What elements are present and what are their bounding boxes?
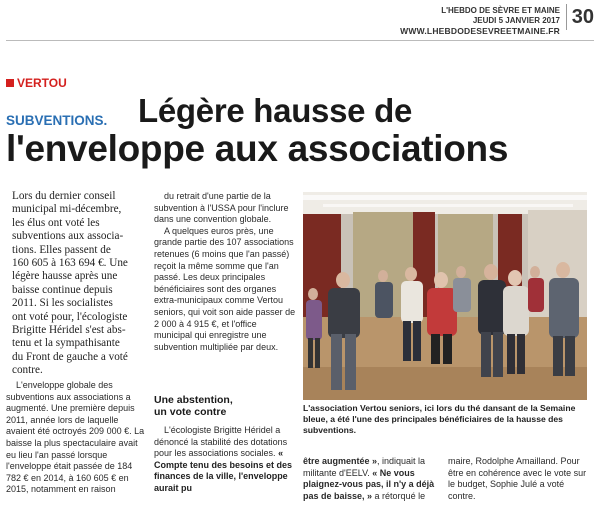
column-2-body	[154, 191, 296, 353]
headline-line-2: l'enveloppe aux associations	[6, 128, 509, 169]
lead-line: tenu et la sympathisante	[12, 337, 120, 350]
column-2-body-b	[154, 425, 296, 495]
publication-date: JEUDI 5 JANVIER 2017	[472, 16, 560, 25]
column-3-body	[303, 456, 443, 502]
lead-line: 2011. Si les socialistes	[12, 297, 113, 310]
lead-line: les élus ont voté les	[12, 216, 100, 229]
publication-name: L'HEBDO DE SÈVRE ET MAINE	[441, 6, 560, 15]
lead-line: municipal mi-décembre,	[12, 203, 122, 216]
photo-caption: L'association Vertou seniors, ici lors du thé dansant de la Semaine bleue, a été l'une des principales bénéficiaires de la hausse des subventions.	[303, 403, 576, 435]
quote-text: « Compte tenu des besoins et des finances de la ville, l'enveloppe aurait pu	[154, 448, 293, 493]
lead-line: baisse continue depuis	[12, 283, 113, 296]
headline-line-1: Légère hausse de	[138, 92, 412, 129]
body-text: L'écologiste Brigitte Héridel a dénoncé la stabilité des dotations pour les associations sociales.	[154, 425, 288, 459]
photo-illustration	[303, 192, 587, 400]
quote-text: être augmentée »	[303, 456, 378, 466]
lead-line: ont voté pour, l'écologiste	[12, 310, 128, 323]
article-photo	[303, 192, 587, 400]
masthead	[400, 6, 560, 36]
lead-line: du Front de gauche a voté	[12, 350, 128, 363]
body-text: , indiquait la militante d'EELV.	[303, 456, 426, 478]
column-4-body: maire, Rodolphe Amailland. Pour être en cohérence avec le vote sur le budget, Sophie Julé a voté contre.	[448, 456, 587, 501]
body-text: a rétorqué le	[372, 490, 426, 501]
lead-line: Lors du dernier conseil	[12, 190, 116, 202]
rubric-square-icon	[6, 79, 14, 87]
article-kicker: SUBVENTIONS.	[6, 113, 108, 128]
body-paragraph: du retrait d'une partie de la subvention à l'USSA pour l'inclure dans une convention globale.	[154, 191, 289, 225]
article-lead	[12, 190, 144, 378]
quote-text: « Ne vous plaignez-vous pas, il n'y a déjà pas de baisse, »	[303, 467, 435, 501]
body-paragraph: A quelques euros près, une grande partie des 107 associations retenues (6 moins que l'an passé) reçoit la même somme que l'an passé. Les deux principales bénéficiaires sont des organes extra-municipaux comme Vertou seniors, qui voit son aide passer de 2 000 à 4 915 €, et l'office municipal qui enregistre une subvention multipliée par deux.	[154, 225, 296, 352]
lead-line: contre.	[12, 364, 43, 377]
intertitle-line-2: un vote contre	[154, 406, 227, 418]
page-number: 30	[566, 4, 594, 30]
lead-line: tions. Elles passent de	[12, 243, 111, 256]
rubric-label: VERTOU	[17, 76, 67, 90]
publication-url[interactable]: WWW.LHEBDODESEVREETMAINE.FR	[400, 26, 560, 36]
section-rubric	[6, 76, 67, 90]
lead-line: Brigitte Héridel s'est abs-	[12, 324, 126, 337]
lead-line: 160 605 à 163 694 €. Une	[12, 257, 128, 270]
lead-line: légère hausse après une	[12, 270, 118, 283]
intertitle	[154, 394, 294, 418]
column-1-body: L'enveloppe globale des subventions aux associations a augmenté. Une première depuis 2011, année lors de laquelle avaient été octroyés 209 000 €. La baisse la plus spectaculaire avait eu lieu l'an passé lorsque l'enveloppe était passée de 184 782 € en 2014, à 160 605 € en 2015, notamment en raison	[6, 380, 145, 495]
header-divider	[6, 40, 594, 41]
intertitle-line-1: Une abstention,	[154, 394, 233, 406]
lead-line: subventions aux associa-	[12, 230, 124, 243]
